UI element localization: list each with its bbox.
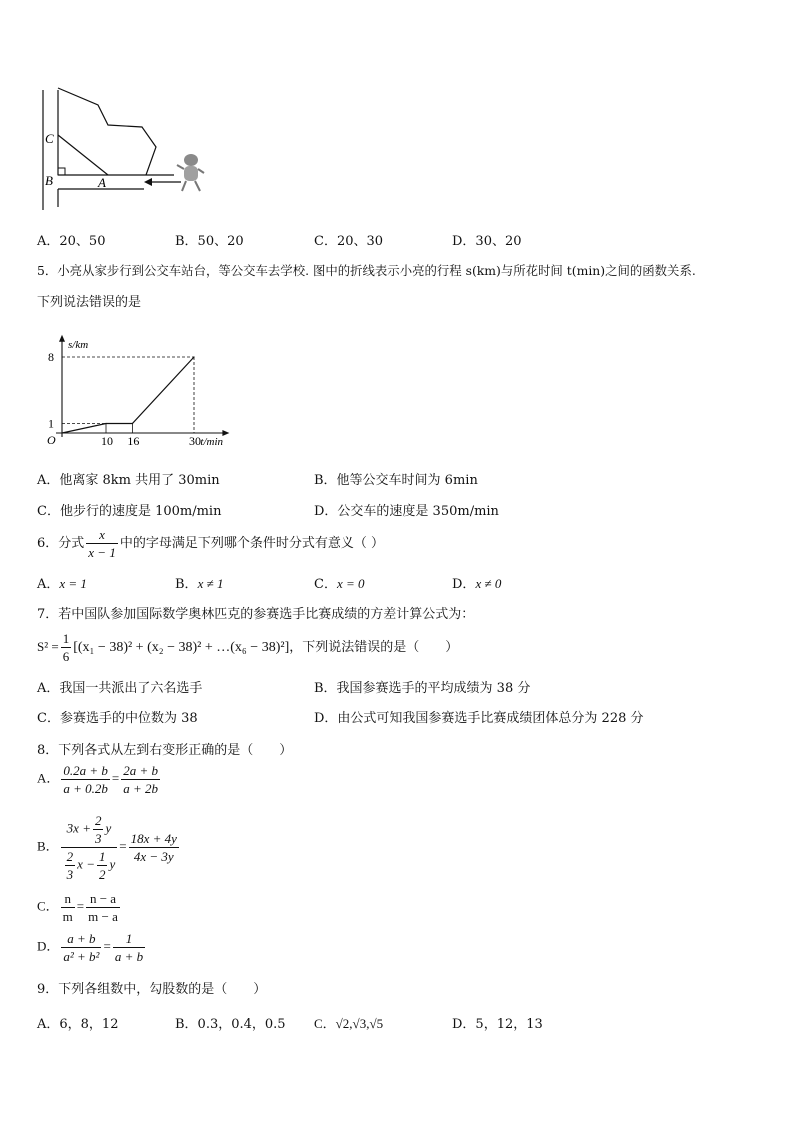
q9-option-a: A．6，8，12	[37, 1017, 119, 1032]
x-tick-label-30: 30	[189, 434, 201, 448]
x-tick-label-16: 16	[127, 434, 140, 448]
y-tick-label-8: 8	[48, 350, 54, 364]
q7-formula: S² = $\frac{1}{6}$ [(x₁ − 38)² + (x₂ − 38)² + …(x₆ − 38)²]，下列说法错误的是（ ）	[37, 631, 459, 664]
q7-option-d: D．由公式可知我国参赛选手比赛成绩团体总分为 228 分	[314, 711, 644, 726]
q6-option-a: A．x = 1	[37, 576, 87, 592]
q6-frac-den: x − 1	[88, 545, 116, 560]
q5-stem-line2: 下列说法错误的是	[37, 295, 142, 310]
q4-option-c: C．20、30	[314, 234, 384, 249]
q8-option-d: D． $\frac{a + b}{\text{a² + b²}}$ = $\frac{1}{a + b}$	[37, 931, 144, 964]
q6-option-d: D．x ≠ 0	[452, 576, 502, 592]
q4-option-b: B．50、20	[175, 234, 244, 249]
q9-option-d: D．5，12，13	[452, 1017, 543, 1032]
q6-prefix: 6．分式	[37, 536, 85, 551]
q8-option-b: B． 3x + $\frac{2}{3}$ y $\frac{2}{3}$ x − $\frac{1}{2}$ y = $\frac{18x + 4y}{4x - 3y}$	[37, 813, 177, 882]
q4-option-d: D．30、20	[452, 234, 522, 249]
y-tick-label-1: 1	[48, 416, 54, 431]
y-axis-label: s/km	[68, 338, 89, 351]
origin-label: O	[47, 433, 56, 447]
q7-formula-lhs: S² =	[37, 639, 59, 654]
q6-frac-num: x	[86, 526, 118, 544]
label-b: B	[45, 173, 53, 188]
label-c: C	[45, 131, 54, 146]
q8-stem: 8．下列各式从左到右变形正确的是（ ）	[37, 743, 293, 758]
x-axis-label: t/min	[200, 436, 224, 448]
q5-stem-line1: 5．小亮从家步行到公交车站台，等公交车去学校. 图中的折线表示小亮的行程 s(km)与所花时间 t(min)之间的函数关系.	[37, 263, 696, 278]
x-tick-label-10: 10	[101, 434, 113, 448]
figure-q4	[36, 85, 216, 210]
q5-option-a: A．他离家 8km 共用了 30min	[37, 473, 220, 488]
q7-formula-body: [(x₁ − 38)² + (x₂ − 38)² + …(x₆ − 38)²]	[73, 640, 290, 655]
data-point	[132, 423, 133, 424]
q7-stem: 7．若中国队参加国际数学奥林匹克的参赛选手比赛成绩的方差计算公式为：	[37, 607, 475, 622]
q9-option-b: B．0.3，0.4，0.5	[175, 1017, 286, 1032]
q9-option-c: C．√2,√3,√5	[314, 1016, 384, 1031]
q5-option-d: D．公交车的速度是 350m/min	[314, 504, 499, 519]
q5-option-c: C．他步行的速度是 100m/min	[37, 504, 222, 519]
q7-option-a: A．我国一共派出了六名选手	[37, 681, 203, 696]
q7-option-c: C．参赛选手的中位数为 38	[37, 711, 198, 726]
q5-option-b: B．他等公交车时间为 6min	[314, 473, 478, 488]
q9-stem: 9．下列各组数中，勾股数的是（ ）	[37, 982, 267, 997]
q5-chart	[32, 325, 224, 450]
label-a: A	[98, 175, 106, 190]
q6-stem	[37, 526, 384, 561]
data-point	[193, 356, 194, 357]
q4-option-a: A．20、50	[37, 234, 106, 249]
y-axis-arrow	[59, 335, 65, 342]
x-axis-arrow	[222, 430, 229, 436]
person-icon	[177, 154, 204, 191]
q6-option-c: C．x = 0	[314, 576, 365, 592]
series-line	[62, 357, 194, 433]
data-point	[61, 432, 62, 433]
q7-formula-suffix: ，下列说法错误的是（ ）	[289, 640, 459, 655]
q8-option-a: A． $\frac{0.2a + b}{a + 0.2b}$ = $\frac{2a + b}{a + 2b}$	[37, 763, 159, 796]
q6-suffix: 中的字母满足下列哪个条件时分式有意义（ ）	[119, 536, 384, 551]
q7-option-b: B．我国参赛选手的平均成绩为 38 分	[314, 681, 531, 696]
q6-option-b: B．x ≠ 1	[175, 576, 224, 592]
data-point	[105, 423, 106, 424]
q8-option-c: C． $\frac{n}{m}$ = $\frac{n - a}{m - a}$	[37, 891, 118, 924]
